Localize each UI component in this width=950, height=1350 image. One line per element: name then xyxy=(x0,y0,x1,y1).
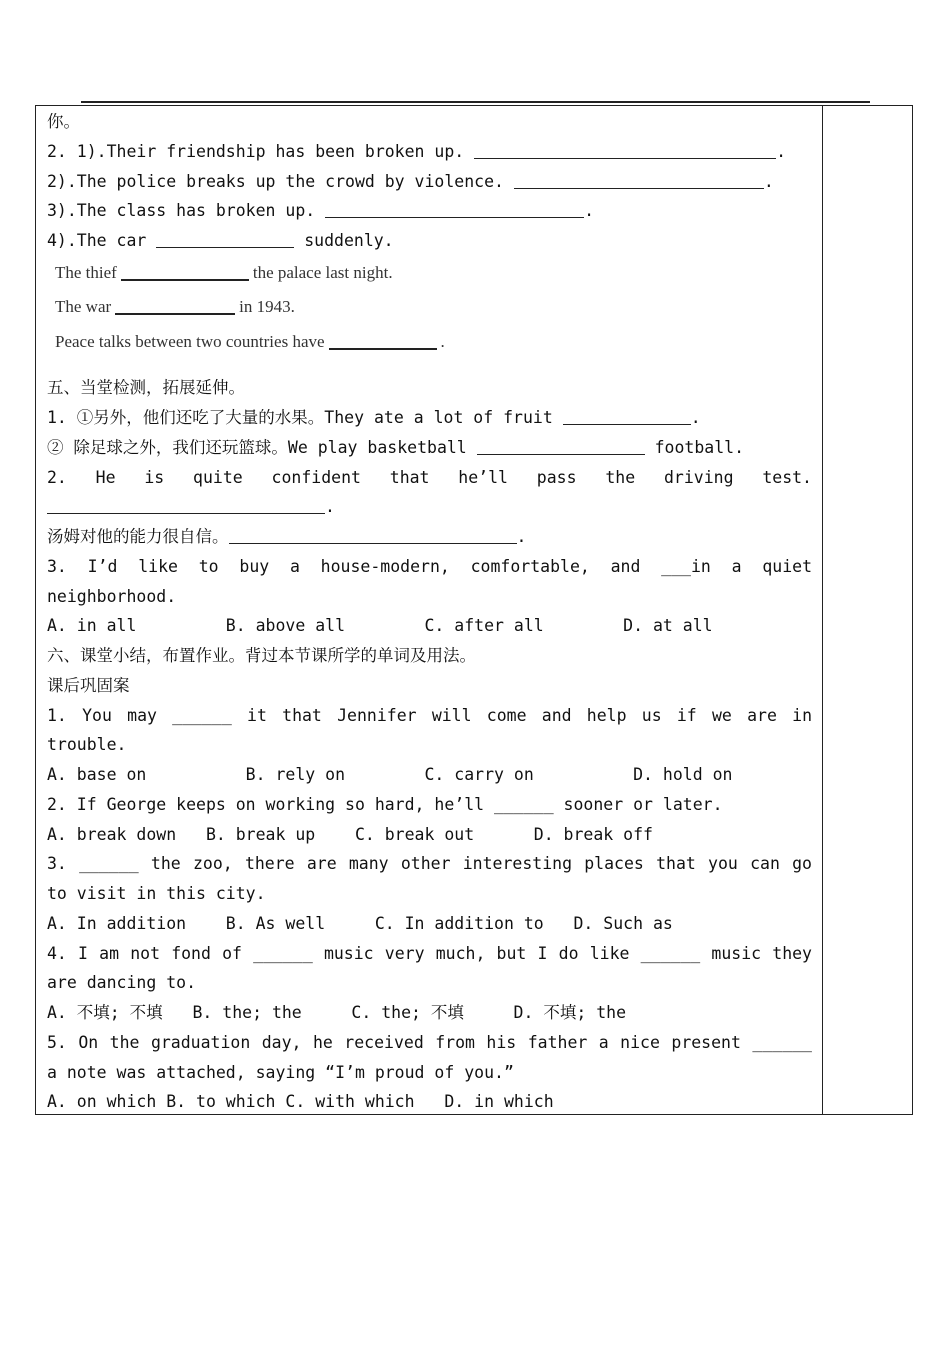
homework-q1-line-2: trouble. xyxy=(47,735,127,755)
answer-blank[interactable] xyxy=(47,495,325,514)
image-sentence-3: Peace talks between two countries have . xyxy=(55,331,445,351)
section-5-q1b: ② 除足球之外，我们还玩篮球。We play basketball football. xyxy=(47,437,745,457)
image-sentence-1: The thief the palace last night. xyxy=(55,262,393,282)
section-5-q3-line-2: neighborhood. xyxy=(47,586,177,606)
section-5-q2-blank-line: . xyxy=(47,492,812,522)
homework-q3: 3. ______ the zoo, there are many other interesting places that you can go xyxy=(47,854,812,874)
section-5-q2-chinese: 汤姆对他的能力很自信。 . xyxy=(47,527,527,546)
homework-heading: 课后巩固案 xyxy=(47,675,130,695)
homework-q5-line-2: a note was attached, saying “I’m proud of you.” xyxy=(47,1062,514,1082)
answer-blank[interactable] xyxy=(229,525,517,544)
answer-blank[interactable] xyxy=(325,199,584,218)
answer-blank[interactable] xyxy=(156,229,294,248)
exercise-2-item-4: 4).The car suddenly. xyxy=(47,231,394,250)
homework-q3-line-2: to visit in this city. xyxy=(47,884,266,903)
section-5-heading: 五、当堂检测，拓展延伸。 xyxy=(47,378,245,398)
answer-blank[interactable] xyxy=(115,295,235,315)
exercise-2-item-2: 2).The police breaks up the crowd by violence. . xyxy=(47,171,774,191)
answer-blank[interactable] xyxy=(121,261,249,281)
homework-q1: 1. You may ______ it that Jennifer will come and help us if we are in xyxy=(47,705,812,725)
section-5-q3-options: A. in all B. above all C. after all D. at all xyxy=(47,616,713,636)
homework-q1-options: A. base on B. rely on C. carry on D. hold on xyxy=(47,765,733,784)
worksheet-content xyxy=(47,107,812,1117)
homework-q4-options: A. 不填; 不填 B. the; the C. the; 不填 D. 不填; the xyxy=(47,1003,627,1022)
answer-blank[interactable] xyxy=(563,406,691,425)
header-rule xyxy=(81,101,870,103)
answer-blank[interactable] xyxy=(329,330,437,350)
homework-q3-options: A. In addition B. As well C. In addition to D. Such as xyxy=(47,913,673,933)
answer-blank[interactable] xyxy=(477,436,645,455)
homework-q5-options: A. on which B. to which C. with which D. in which xyxy=(47,1092,554,1112)
notes-column-divider xyxy=(822,105,823,1115)
section-5-q2: 2. He is quite confident that he’ll pass the driving test. xyxy=(47,467,812,487)
answer-blank[interactable] xyxy=(514,170,764,189)
top-fragment: 你。 xyxy=(47,112,80,131)
homework-q2: 2. If George keeps on working so hard, he’ll ______ sooner or later. xyxy=(47,794,723,814)
homework-q5: 5. On the graduation day, he received from his father a nice present ______ xyxy=(47,1032,812,1052)
homework-q4-line-2: are dancing to. xyxy=(47,973,197,993)
image-sentence-2: The war in 1943. xyxy=(55,297,295,317)
section-5-q3: 3. I’d like to buy a house-modern, comfortable, and ___in a quiet xyxy=(47,556,812,576)
answer-blank[interactable] xyxy=(474,140,776,159)
homework-q2-options: A. break down B. break up C. break out D. break off xyxy=(47,824,653,844)
section-6-heading: 六、课堂小结，布置作业。背过本节课所学的单词及用法。 xyxy=(47,646,476,665)
exercise-2-item-3: 3).The class has broken up. . xyxy=(47,201,595,221)
section-5-q1a: 1. ①另外，他们还吃了大量的水果。They ate a lot of fruit . xyxy=(47,408,701,427)
exercise-2-item-1: 2. 1).Their friendship has been broken up. . xyxy=(47,141,787,161)
homework-q4: 4. I am not fond of ______ music very much, but I do like ______ music they xyxy=(47,943,812,963)
